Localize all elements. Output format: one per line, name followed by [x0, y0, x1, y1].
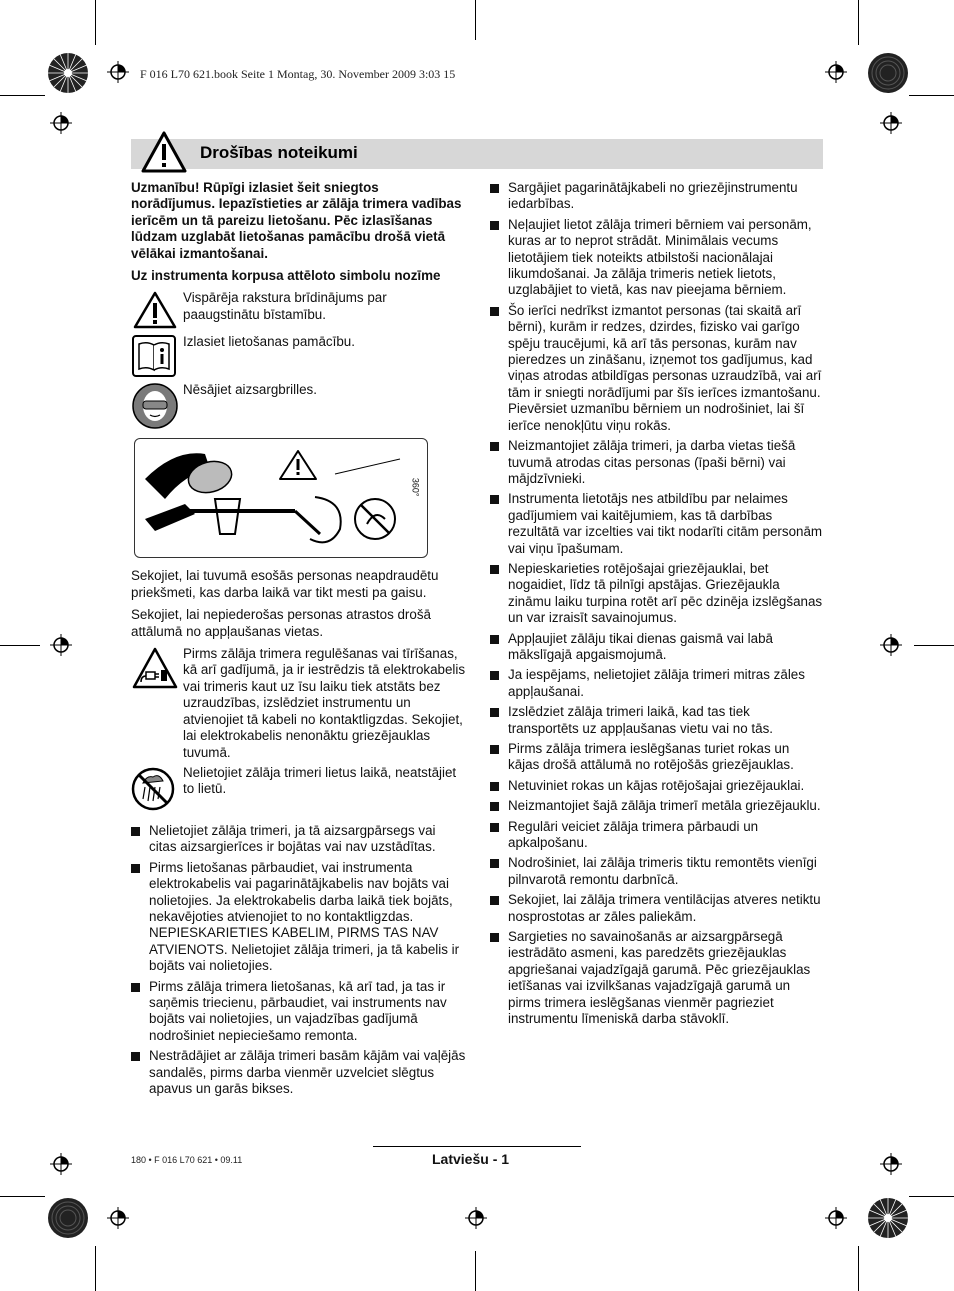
paragraph: Sekojiet, lai nepiederošas personas atrastos drošā attālumā no appļaušanas vietas.	[131, 607, 431, 639]
intro-warning: Uzmanību! Rūpīgi izlasiet šeit sniegtos norādījumus. Iepazīstieties ar zālāja trimera vadības ierīcēm un tā pareizu lietošanu. Pēc izlasīšanas lūdzam uzglabāt lietošanas pamācību drošā vietā vēlākai izmantošanai.	[131, 180, 462, 261]
registration-mark-top-right	[865, 50, 911, 96]
section-title: Drošības noteikumi	[200, 143, 358, 162]
symbols-heading: Uz instrumenta korpusa attēloto simbolu nozīme	[131, 268, 441, 284]
file-info-header: F 016 L70 621.book Seite 1 Montag, 30. November 2009 3:03 15	[140, 67, 456, 81]
bullet-item: Neizmantojiet zālāja trimeri, ja darba vietas tiešā tuvumā atrodas citas personas (īpaši bērni) vai mājdzīvnieki.	[490, 438, 824, 487]
crosshair-mark	[107, 61, 129, 83]
symbol-text: Izlasiet lietošanas pamācību.	[183, 334, 355, 350]
bullet-item: Neizmantojiet šajā zālāja trimerī metāla griezējauklu.	[490, 798, 824, 814]
right-column	[490, 180, 824, 1032]
bullet-item: Sargieties no savainošanās ar aizsargpārsegā iestrādāto asmeni, kas paredzēts griezējauklas apgriešanai vajadzīgajā garumā. Pēc griezējauklas ietīšanas vai izvilkšanas vajadzīgajā garumā un pirms trimera ieslēgšanas vienmēr pagrieziet instrumentu līmeniskā darba stāvoklī.	[490, 929, 824, 1027]
symbol-text: Nelietojiet zālāja trimeri lietus laikā, neatstājiet to lietū.	[183, 764, 457, 797]
bullet-item: Šo ierīci nedrīkst izmantot personas (tai skaitā arī bērni), kurām ir redzes, dzirdes, fizisko vai garīgo spēju traucējumi, kā arī tās personas, kurām nav pieredzes un zināšanu, izņemot tos gadījumus, kad viņas atrodas atbildīgas personas uzraudzībā, vai arī tām ir sniegti norādījumi par šīs ierīces izmantošanu. Pievērsiet uzmanību bērniem un nodrošiniet, lai šī ierīce nenokļūtu viņu rokās.	[490, 303, 824, 434]
bullet-item: Nelietojiet zālāja trimeri, ja tā aizsargpārsegs vai citas aizsargierīces ir bojātas vai nav uzstādītas.	[131, 823, 466, 856]
crosshair-mark	[880, 112, 902, 134]
crosshair-mark	[880, 1153, 902, 1175]
crosshair-mark	[825, 1207, 847, 1229]
page-label: Latviešu - 1	[432, 1151, 510, 1167]
bullet-item: Pirms lietošanas pārbaudiet, vai instrumenta elektrokabelis vai pagarinātājkabelis nav bojāts vai nolietojies. Ja elektrokabelis darba laikā tiek bojāts, nekavējoties atvienojiet to no kontaktligzdas. NEPIESKARIETIES KABELIM, PIRMS TAS NAV ATVIENOTS. Nelietojiet zālāja trimeri, ja tā kabelis ir bojāts vai nolietojies.	[131, 860, 466, 975]
symbol-text: Nēsājiet aizsargbrilles.	[183, 382, 317, 398]
warning-triangle-icon	[140, 130, 188, 174]
trimmer-illustration	[135, 439, 427, 557]
bullet-item: Nodrošiniet, lai zālāja trimeris tiktu remontēts vienīgi pilnvarotā remontu darbnīcā.	[490, 855, 824, 888]
bullet-item: Appļaujiet zālāju tikai dienas gaismā vai labā mākslīgajā apgaismojumā.	[490, 631, 824, 664]
bullet-item: Pirms zālāja trimera lietošanas, kā arī tad, ja tas ir saņēmis triecienu, pārbaudiet, vai instruments nav bojāts vai nolietojies, un vajadzības gadījumā nodrošiniet nepieciešamo remonta.	[131, 979, 466, 1045]
registration-mark-top-left	[45, 50, 91, 96]
angle-label: 360°	[410, 478, 421, 497]
bullet-item: Instrumenta lietotājs nes atbildību par nelaimes gadījumiem vai kaitējumiem, kas tā darbības rezultātā var izcelties vai tikt nodarīti citām personām vai viņu īpašumam.	[490, 491, 824, 557]
no-rain-icon	[131, 765, 179, 813]
document-code: 180 • F 016 L70 621 • 09.11	[131, 1155, 243, 1165]
registration-mark-bottom-left	[45, 1195, 91, 1241]
bullet-item: Ja iespējams, nelietojiet zālāja trimeri mitras zāles appļaušanai.	[490, 667, 824, 700]
crosshair-mark	[50, 634, 72, 656]
symbol-text: Pirms zālāja trimera regulēšanas vai tīrīšanas, kā arī gadījumā, ja ir iestrēdzis tā elektrokabelis vai trimeris kaut uz īsu laiku tiek atstāts bez uzraudzības, izslēdziet instrumentu un atvienojiet tā kabeli no kontaktligzdas. Sekojiet, lai elektrokabelis nenonāktu griezējauklas tuvumā.	[183, 646, 466, 760]
paragraph: Sekojiet, lai tuvumā esošās personas neapdraudētu priekšmeti, kas darba laikā var tikt mesti pa gaisu.	[131, 568, 439, 600]
bullet-item: Izslēdziet zālāja trimeri laikā, kad tas tiek transportēts uz appļaušanas vietu vai no tās.	[490, 704, 824, 737]
crosshair-mark	[107, 1207, 129, 1229]
bullet-item: Neļaujiet lietot zālāja trimeri bērniem vai personām, kuras ar to neprot strādāt. Minimālais vecums lietotājiem tiek noteikts atbilstoši nacionālajai likumdošanai. Ja zālāja trimeris netiek lietots, uzglabājiet to vietā, kas nav pieejama bērniem.	[490, 217, 824, 299]
bullet-item: Nestrādājiet ar zālāja trimeri basām kājām vai vaļējās sandalēs, pirms darba vienmēr uzvelciet slēgtus apavus un garās bikses.	[131, 1048, 466, 1097]
trimmer-safety-figure	[134, 438, 428, 558]
symbol-row	[131, 765, 466, 813]
bullet-item: Nepieskarieties rotējošajai griezējauklai, bet nogaidiet, līdz tā pilnīgi apstājas. Griezējaukla zināmu laiku turpina rotēt arī pēc dzinēja izslēgšanas un var izraisīt savainojumus.	[490, 561, 824, 627]
bullet-item: Sargājiet pagarinātājkabeli no griezējinstrumentu iedarbības.	[490, 180, 824, 213]
manual-book-icon	[131, 334, 179, 378]
crosshair-mark	[880, 634, 902, 656]
symbol-text: Vispārēja rakstura brīdinājums par paaugstinātu bīstamību.	[183, 290, 387, 322]
bullet-item: Regulāri veiciet zālāja trimera pārbaudi un apkalpošanu.	[490, 819, 824, 852]
left-column	[131, 180, 466, 1101]
crosshair-mark	[825, 61, 847, 83]
crosshair-mark	[50, 1153, 72, 1175]
symbol-row	[131, 334, 466, 378]
unplug-cable-icon	[131, 646, 179, 690]
bullet-item: Pirms zālāja trimera ieslēgšanas turiet rokas un kājas drošā attālumā no rotējošās griezējauklas.	[490, 741, 824, 774]
crosshair-mark	[50, 112, 72, 134]
crosshair-mark	[465, 1207, 487, 1229]
footer-rule	[373, 1146, 581, 1147]
bullet-item: Sekojiet, lai zālāja trimera ventilācijas atveres netiktu nosprostotas ar zāles paliekām.	[490, 892, 824, 925]
symbol-row	[131, 382, 466, 434]
symbol-row	[131, 646, 466, 761]
registration-mark-bottom-right	[865, 1195, 911, 1241]
bullet-item: Netuviniet rokas un kājas rotējošajai griezējauklai.	[490, 778, 824, 794]
symbol-row	[131, 290, 466, 330]
safety-goggles-icon	[131, 382, 179, 430]
warning-triangle-icon	[131, 290, 179, 330]
